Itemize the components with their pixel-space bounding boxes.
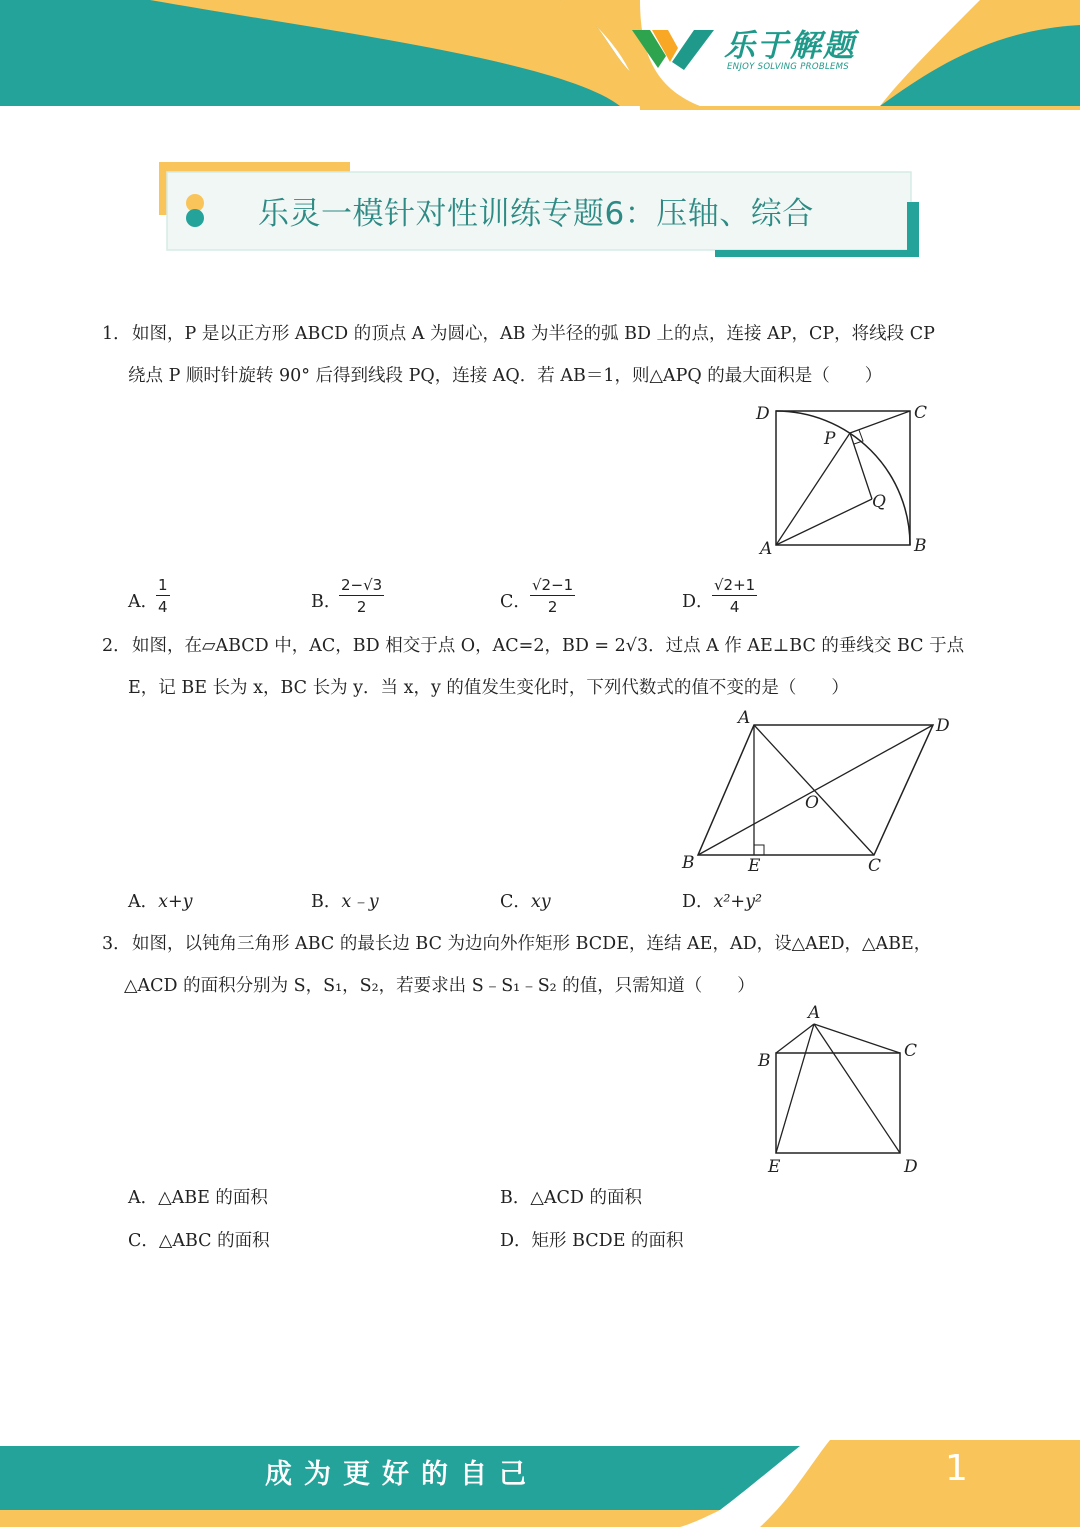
q2-option-d-text: x²+y²: [713, 892, 762, 912]
question-2-number: 2．: [102, 636, 131, 656]
footer-slogan: 成为更好的自己: [265, 1459, 538, 1490]
q2-label-B: B: [682, 853, 695, 873]
page-title: 乐灵一模针对性训练专题6：压轴、综合: [258, 196, 814, 232]
q3-option-c-text: △ABC 的面积: [158, 1231, 270, 1251]
q1-option-b-fraction: [339, 576, 384, 616]
q1-option-d-label: D．: [682, 592, 714, 612]
q3-option-b: [500, 1184, 642, 1209]
q3-option-d: [500, 1227, 684, 1252]
q1-option-a-label: A．: [128, 592, 159, 612]
q1-option-b-numerator: 2−√3: [341, 576, 383, 594]
q2-option-d-label: D．: [682, 892, 714, 912]
question-1-figure: [752, 400, 937, 560]
q1-option-c-fraction: [530, 576, 575, 616]
q3-label-D: D: [904, 1157, 918, 1177]
q1-option-d-numerator: √2+1: [714, 576, 756, 594]
q3-label-B: B: [758, 1051, 771, 1071]
q2-option-b: [311, 888, 379, 913]
brand-logo-icon: [632, 26, 714, 70]
question-1-text-line2: 绕点 P 顺时针旋转 90° 后得到线段 PQ，连接 AQ．若 AB＝1，则△APQ 的最大面积是（ ）: [128, 366, 883, 386]
q2-label-E: E: [748, 856, 761, 876]
q3-option-a-text: △ABE 的面积: [158, 1188, 268, 1208]
question-3-number: 3．: [102, 934, 131, 954]
q3-option-c: [128, 1227, 270, 1252]
q3-option-d-label: D．: [500, 1231, 532, 1251]
q1-option-b-denominator: 2: [356, 598, 367, 616]
q2-option-a: [128, 888, 193, 913]
q2-option-b-label: B．: [311, 892, 342, 912]
q1-option-d-denominator: 4: [729, 598, 740, 616]
q3-option-b-text: △ACD 的面积: [530, 1188, 642, 1208]
q3-label-E: E: [768, 1157, 781, 1177]
question-3-text-line1: 如图，以钝角三角形 ABC 的最长边 BC 为边向外作矩形 BCDE，连结 AE，AD，设△AED，△ABE，: [132, 934, 932, 954]
q1-option-c-label: C．: [500, 592, 531, 612]
question-2-text-line1: 如图，在▱ABCD 中，AC，BD 相交于点 O，AC=2，BD = 2√3．过点 A 作 AE⊥BC 的垂线交 BC 于点: [132, 636, 965, 656]
q3-option-a-label: A．: [128, 1188, 159, 1208]
brand-name: 乐于解题: [724, 28, 856, 64]
question-2-figure: [678, 705, 958, 885]
question-1-number: 1．: [102, 324, 131, 344]
header-banner: [0, 0, 1080, 110]
q2-label-O: O: [805, 793, 819, 813]
q1-option-a-numerator: 1: [158, 576, 168, 594]
q1-label-C: C: [914, 403, 928, 423]
q2-option-a-text: x+y: [158, 892, 193, 912]
q3-label-C: C: [904, 1041, 918, 1061]
q2-option-a-label: A．: [128, 892, 159, 912]
q1-label-Q: Q: [872, 492, 886, 512]
q1-option-d-fraction: [712, 576, 757, 616]
q2-label-D: D: [936, 716, 950, 736]
question-3-text-line2: △ACD 的面积分别为 S，S₁，S₂，若要求出 S﹣S₁﹣S₂ 的值，只需知道（ ）: [124, 976, 755, 996]
brand-tagline: ENJOY SOLVING PROBLEMS: [727, 62, 849, 72]
q3-option-b-label: B．: [500, 1188, 531, 1208]
q2-label-A: A: [738, 708, 751, 728]
q3-option-c-label: C．: [128, 1231, 159, 1251]
q2-label-C: C: [868, 856, 882, 876]
question-1-text-line1: 如图，P 是以正方形 ABCD 的顶点 A 为圆心，AB 为半径的弧 BD 上的点，连接 AP，CP，将线段 CP: [132, 324, 935, 344]
q1-label-D: D: [756, 404, 770, 424]
q1-option-a-fraction: [156, 576, 170, 616]
q2-option-d: [682, 888, 762, 913]
q3-option-d-text: 矩形 BCDE 的面积: [531, 1231, 684, 1251]
q2-option-c-label: C．: [500, 892, 531, 912]
q1-option-c-denominator: 2: [547, 598, 558, 616]
q2-option-c-text: xy: [530, 892, 551, 912]
q1-option-a-denominator: 4: [158, 598, 168, 616]
q2-option-b-text: x﹣y: [341, 892, 379, 912]
page-number: 1: [945, 1448, 968, 1489]
q1-option-b-label: B．: [311, 592, 342, 612]
q1-label-P: P: [824, 429, 836, 449]
q1-option-c-numerator: √2−1: [532, 576, 574, 594]
footer-banner: [0, 1440, 1080, 1527]
q1-label-A: A: [760, 539, 773, 559]
q3-option-a: [128, 1184, 268, 1209]
q3-label-A: A: [808, 1003, 821, 1023]
q1-label-B: B: [914, 536, 927, 556]
q2-option-c: [500, 888, 551, 913]
question-2-text-line2: E，记 BE 长为 x，BC 长为 y．当 x，y 的值发生变化时，下列代数式的值不变的是（ ）: [128, 678, 849, 698]
question-3-figure: [752, 1000, 932, 1180]
